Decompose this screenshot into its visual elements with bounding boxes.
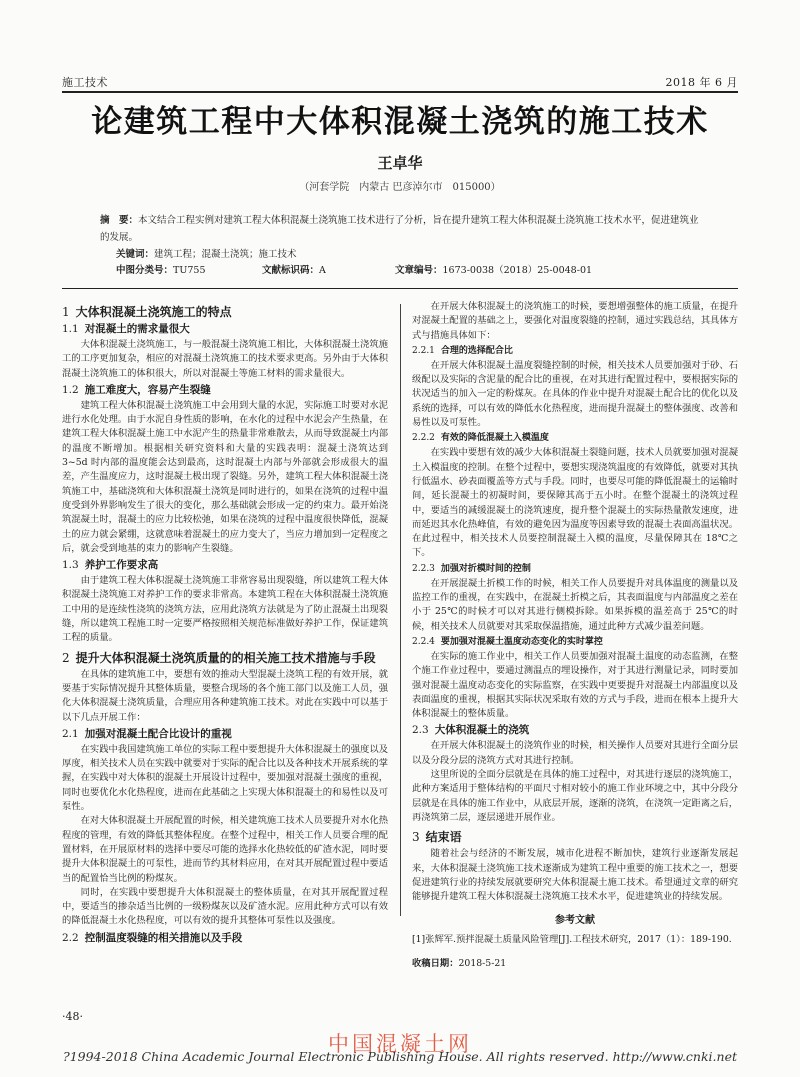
- section-number: 2.1: [62, 727, 79, 740]
- section-title: 大体积混凝土浇筑施工的特点: [75, 305, 232, 319]
- subsection-heading: [412, 723, 738, 738]
- section-number: 2.3: [412, 724, 429, 737]
- received-label: 收稿日期：: [412, 957, 459, 969]
- subsection-heading: [62, 383, 388, 398]
- article-number-value: 1673-0038（2018）25-0048-01: [442, 265, 593, 276]
- section-number: 2.2.1: [412, 345, 435, 356]
- abstract-text: 本文结合工程实例对建筑工程大体积混凝土浇筑施工技术进行了分析，旨在提升建筑工程大体积混凝土浇筑施工技术水平，促进建筑业的发展。: [100, 215, 699, 243]
- received-value: 2018-5-21: [458, 957, 507, 969]
- subsection-heading: [62, 931, 388, 946]
- body-paragraph: 同时，在实践中要想提升大体积混凝土的整体质量，在对其开展配置过程中，要适当的掺杂适当比例的一级粉煤灰以及矿渣水泥。应用此种方式可以有效的降低混凝土水化热程度，可以有效的提升其整体可泵性以及强度。: [62, 886, 388, 927]
- section-heading: [62, 650, 388, 666]
- body-paragraph: 建筑工程大体积混凝土浇筑施工中会用到大量的水泥，实际施工时要对水泥进行水化处理。由于水泥自身性质的影响，在水化的过程中水泥会产生热量，在建筑工程大体积混凝土施工中水泥产生的热量非常难散去，从而导致混凝土内部的温度不断增加。根据相关研究资料和大量的实践表明：混凝土浇筑达到 3~5d 时内部的温度能会达到最高，这时混凝土内部与外部就会形成很大的温差，产生温度应力，这时混凝土极出现了裂缝。另外，建筑工程大体积混凝土浇筑施工中，基础浇筑和大体积混凝土浇筑是同时进行的，如果在浇筑的过程中温度受到外界影响发生了很大的变化，那么基础就会形成一定的约束力。最开始浇筑混凝土时，混凝土的应力比较松弛，如果在浇筑的过程中温度很快降低，混凝土的应力就会紧绷，这就意味着混凝土的应力变大了，当应力增加到一定程度之后，就会受到地基的束力的影响产生裂缝。: [62, 399, 388, 554]
- body-paragraph: 在实践中要想有效的减少大体积混凝土裂缝问题，技术人员就要加强对混凝土入模温度的控制。在整个过程中，要想实现浇筑温度的有效降低，就要对其执行低温水、砂表面覆盖等方式与手段。同时，也要尽可能的降低混凝土的运输时间，延长混凝土的初凝时间，要保障其高于五小时。在整个混凝土的浇筑过程中，要适当的减缓混凝土的浇筑速度，提升整个混凝土的实际热量散发速度，进而延迟其水化热峰值，有效的避免因为温度等因素导致的混凝土表面高温状况。在此过程中，相关技术人员要控制混凝土入模的温度，尽量保障其在 18℃之下。: [412, 447, 738, 559]
- section-number: 2.2.3: [412, 563, 435, 574]
- document-code-value: A: [319, 265, 326, 276]
- header-rule: [62, 91, 738, 93]
- subsection-heading: [62, 727, 388, 742]
- abstract: [100, 212, 700, 246]
- body-paragraph: 在开展大体积混凝土的浇筑施工的时候，要想增强整体的施工质量，在提升对混凝土配置的基础之上，要强化对温度裂缝的控制，通过实践总结，其具体方式与措施具体如下：: [412, 301, 738, 341]
- page-number: ·48·: [62, 1010, 83, 1023]
- section-title: 大体积混凝土的浇筑: [434, 724, 530, 737]
- document-code: [262, 262, 326, 279]
- keywords-text: 建筑工程；混凝土浇筑；施工技术: [154, 249, 297, 260]
- section-number: 1.2: [62, 383, 79, 396]
- keywords: [116, 246, 696, 263]
- body-paragraph: 大体积混凝土浇筑施工，与一般混凝土浇筑施工相比，大体积混凝土浇筑施工的工序更加复杂，相应的对混凝土浇筑施工的技术要求更高。另外由于大体积混凝土浇筑施工的体积很大，所以对混凝土等施工材料的需求量很大。: [62, 339, 388, 379]
- section-number: 3: [412, 830, 420, 845]
- body-paragraph: 由于建筑工程大体积混凝土浇筑施工非常容易出现裂缝，所以建筑工程大体积混凝土浇筑施工对养护工作的要求非常高。本建筑工程在大体积混凝土浇筑施工中用的是连续性浇筑的浇筑方法，应用此浇筑方法就是为了防止混凝土出现裂缝，所以建筑工程施工时一定要严格按照相关规范标准做好养护工作，保证建筑工程的质量。: [62, 575, 388, 644]
- subsection-heading: [62, 558, 388, 573]
- body-paragraph: 在对大体积混凝土开展配置的时候，相关建筑施工技术人员要提升对水化热程度的管理，有效的降低其整体程度。在整个过程中，相关工作人员要合理的配置材料，在开展原材料的选择中要尽可能的选择水化热较低的矿渣水泥，同时要提升大体积混凝土的可泵性，进而节约其材料应用，在对其开展配置过程中要适当的配置恰当比例的粉煤灰。: [62, 815, 388, 884]
- article-number-label: 文章编号：: [395, 265, 443, 276]
- document-code-label: 文献标识码：: [262, 265, 320, 276]
- copyright-footer: ?1994-2018 China Academic Journal Electronic Publishing House. All rights reserved. http://www.cnki.net: [63, 1049, 737, 1064]
- section-title: 加强对折模时间的控制: [440, 563, 531, 574]
- subsubsection-heading: [412, 431, 738, 445]
- section-title: 合理的选择配合比: [440, 345, 513, 356]
- section-number: 2: [62, 650, 70, 665]
- section-number: 1.3: [62, 559, 79, 572]
- section-title: 加强对混凝土配合比设计的重视: [84, 727, 232, 740]
- section-title: 提升大体积混凝土浇筑质量的的相关施工技术措施与手段: [75, 650, 376, 665]
- classification-value: TU755: [173, 265, 206, 276]
- body-paragraph: 在开展大体积混凝土温度裂缝控制的时候，相关技术人员要加强对于砂、石级配以及实际的含泥量的配合比的重视，在对其进行配置过程中，要根据实际的状况适当的加入一定的粉煤灰。在具体的作业中提升对混凝土配合比的优化以及系统的选择，可以有效的降低水化热程度，进而提升混凝土的整体强度、改善和易性以及可泵性。: [412, 359, 738, 429]
- body-paragraph: 这里所说的全面分层就是在具体的施工过程中，对其进行逐层的浇筑施工，此种方案适用于整体结构的平面尺寸相对较小的施工作业环境之中，其中分段分层就是在具体的施工作业中，从底层开展，逐渐的浇筑，在浇筑一定距离之后，再浇筑第二层，逐层递进开展作业。: [412, 769, 738, 823]
- journal-name: 施工技术: [62, 76, 108, 89]
- body-paragraph: 在具体的建筑施工中，要想有效的推动大型混凝土浇筑工程的有效开展，就要基于实际情况提升其整体质量，要整合现场的各个施工部门以及施工人员，强化大体积混凝土浇筑质量，合理应用各种建筑施工技术。对此在实践中可以基于以下几点开展工作：: [62, 668, 388, 723]
- abstract-rule: [62, 288, 738, 289]
- classification-label: 中图分类号：: [116, 265, 174, 276]
- section-title: 有效的降低混凝土入模温度: [440, 433, 549, 444]
- body-paragraph: 在开展混凝土折模工作的时候，相关工作人员要提升对具体温度的测量以及监控工作的重视，在实践中，在混凝土折模之后，其表面温度与内部温度之差在小于 25℃的时候才可以对其进行侧模拆除。如果拆模的温差高于 25℃的时候，相关技术人员就要对其采取保温措施，通过此种方式减少温差问题。: [412, 577, 738, 632]
- right-column: [412, 300, 738, 971]
- section-number: 2.2.4: [412, 636, 435, 647]
- column-divider: [400, 304, 401, 916]
- section-title: 对混凝土的需求量很大: [84, 323, 190, 335]
- subsection-heading: [62, 322, 388, 337]
- section-title: 施工难度大，容易产生裂缝: [84, 383, 211, 396]
- section-number: 1.1: [62, 323, 79, 335]
- watermark: 中国混凝土网: [328, 1032, 472, 1056]
- section-title: 养护工作要求高: [84, 559, 159, 572]
- body-paragraph: 在开展大体积混凝土的浇筑作业的时候，相关操作人员要对其进行全面分层以及分段分层的浇筑方式对其进行控制。: [412, 740, 738, 766]
- subsubsection-heading: [412, 635, 738, 649]
- section-heading: [62, 304, 388, 320]
- subsubsection-heading: [412, 562, 738, 576]
- author-name: 王卓华: [377, 154, 423, 172]
- keywords-label: 关键词：: [116, 249, 155, 260]
- section-title: 控制温度裂缝的相关措施以及手段: [84, 931, 243, 944]
- section-heading: [412, 829, 738, 845]
- section-number: 2.2.2: [412, 433, 435, 444]
- section-title: 要加强对混凝土温度动态变化的实时掌控: [440, 636, 603, 647]
- received-date: [412, 957, 738, 971]
- article-number: [395, 262, 592, 279]
- section-number: 2.2: [62, 931, 79, 944]
- references-heading: 参考文献: [555, 915, 595, 927]
- body-paragraph: 在实践中我国建筑施工单位的实际工程中要想提升大体积混凝土的强度以及厚度，相关技术人员在实践中就要对于实际的配合比以及各种技术开展系统的掌握，在实践中对大体积的混凝土开展设计过程中，要加强对混凝土强度的重视，同时也要优化水化热程度，进而在此基础之上实现大体积混凝土的和易性以及可泵性。: [62, 743, 388, 813]
- issue-date: 2018 年 6 月: [665, 76, 738, 89]
- section-title: 结束语: [425, 830, 462, 845]
- classification: [116, 262, 206, 279]
- section-number: 1: [62, 305, 70, 319]
- abstract-label: 摘 要：: [100, 215, 139, 226]
- reference-item: [1]张辉军.预拌混凝土质量风险管理[J].工程技术研究，2017（1）：189-190.: [412, 933, 732, 945]
- body-paragraph: 随着社会与经济的不断发展，城市化进程不断加快，建筑行业逐渐发展起来，大体积混凝土浇筑施工技术逐渐成为建筑工程中重要的施工技术之一，想要促进建筑行业的持续发展就要研究大体积混凝土施工技术。希望通过文章的研究能够提升建筑工程大体积混凝土浇筑施工技术水平，促进建筑业的持续发展。: [412, 848, 738, 903]
- article-title: 论建筑工程中大体积混凝土浇筑的施工技术: [91, 104, 709, 140]
- body-paragraph: 在实际的施工作业中，相关工作人员要加强对混凝土温度的动态监测，在整个施工作业过程中，要通过测温点的埋设操作，对于其进行测量记录，同时要加强对混凝土温度动态变化的实际监察，在实践中更要提升对混凝土内部温度以及表面温度的重视，根据其实际状况采取有效的方式与手段，进而在根本上提升大体积混凝土的整体质量。: [412, 650, 738, 720]
- affiliation: （河套学院 内蒙古 巴彦淖尔市 015000）: [299, 182, 501, 193]
- left-column: [62, 300, 388, 947]
- subsubsection-heading: [412, 344, 738, 358]
